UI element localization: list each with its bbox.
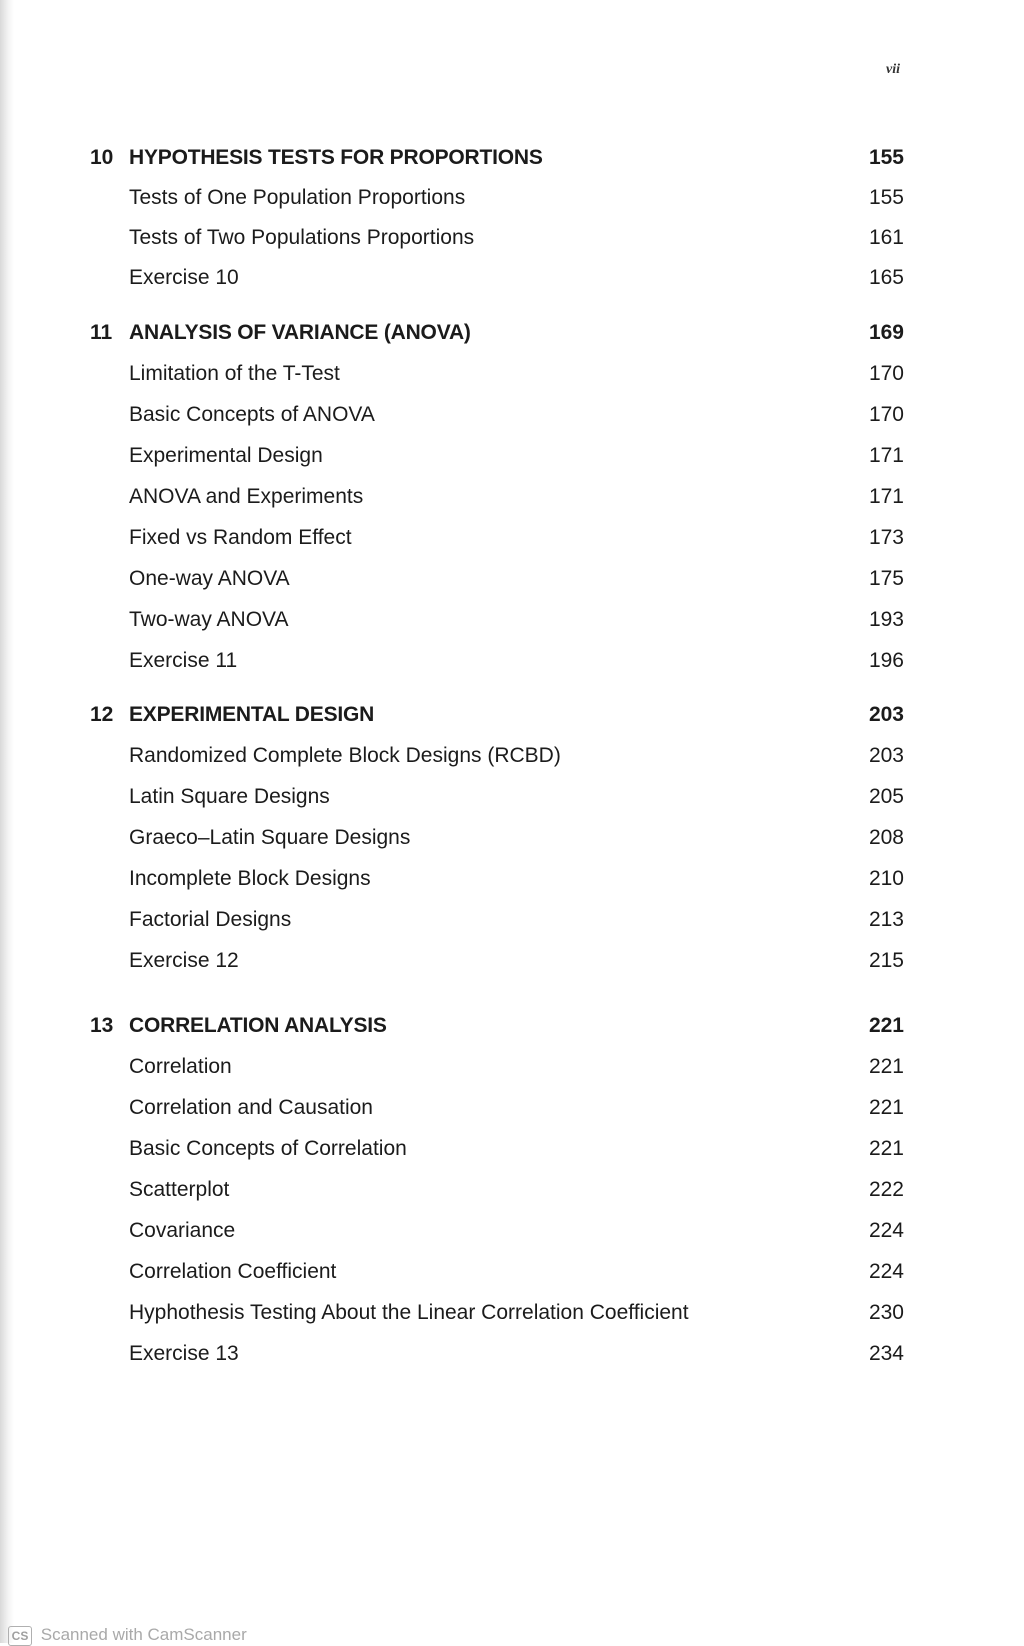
toc-entry-title: Two-way ANOVA	[129, 608, 289, 631]
toc-entry-page: 221	[868, 1137, 904, 1160]
toc-entry-title: Scatterplot	[129, 1178, 230, 1201]
chapter-number: 12	[90, 703, 114, 726]
chapter-page: 203	[868, 703, 904, 726]
toc-entry[interactable]	[0, 864, 1024, 894]
toc-entry-title: Correlation Coefficient	[129, 1260, 337, 1283]
toc-entry-page: 210	[868, 867, 904, 890]
toc-entry-title: Basic Concepts of Correlation	[129, 1137, 407, 1160]
chapter-heading-13[interactable]	[0, 1011, 1024, 1041]
toc-entry-title: Randomized Complete Block Designs (RCBD)	[129, 744, 561, 767]
toc-entry[interactable]	[0, 359, 1024, 389]
toc-entry-title: Exercise 11	[129, 649, 238, 672]
toc-entry-title: ANOVA and Experiments	[129, 485, 364, 508]
toc-entry[interactable]	[0, 1257, 1024, 1287]
chapter-number: 11	[90, 321, 113, 344]
camscanner-logo-icon: CS	[8, 1626, 32, 1646]
toc-entry-page: 221	[868, 1096, 904, 1119]
toc-entry-page: 175	[868, 567, 904, 590]
toc-entry-title: Exercise 12	[129, 949, 239, 972]
toc-entry[interactable]	[0, 1216, 1024, 1246]
toc-entry[interactable]	[0, 946, 1024, 976]
toc-entry[interactable]	[0, 482, 1024, 512]
toc-entry-title: Graeco–Latin Square Designs	[129, 826, 411, 849]
toc-entry-page: 193	[868, 608, 904, 631]
toc-entry-page: 205	[868, 785, 904, 808]
toc-entry-title: Basic Concepts of ANOVA	[129, 403, 375, 426]
toc-entry-page: 224	[868, 1219, 904, 1242]
toc-entry-title: Factorial Designs	[129, 908, 292, 931]
toc-entry[interactable]	[0, 1298, 1024, 1328]
toc-entry-page: 165	[868, 266, 904, 289]
toc-entry-title: Hyphothesis Testing About the Linear Correlation Coefficient	[129, 1301, 689, 1324]
toc-entry[interactable]	[0, 1339, 1024, 1369]
chapter-page: 155	[868, 146, 904, 169]
toc-entry[interactable]	[0, 564, 1024, 594]
toc-entry-title: Covariance	[129, 1219, 236, 1242]
toc-entry-page: 171	[868, 444, 904, 467]
toc-entry-page: 213	[868, 908, 904, 931]
chapter-title: EXPERIMENTAL DESIGN	[129, 703, 375, 726]
toc-entry-title: Latin Square Designs	[129, 785, 330, 808]
chapter-heading-10[interactable]	[0, 143, 1024, 173]
toc-entry[interactable]	[0, 741, 1024, 771]
toc-entry-page: 170	[868, 362, 904, 385]
toc-entry-title: One-way ANOVA	[129, 567, 290, 590]
toc-entry[interactable]	[0, 1175, 1024, 1205]
chapter-number: 10	[90, 146, 114, 169]
toc-entry-page: 170	[868, 403, 904, 426]
toc-entry-page: 221	[868, 1055, 904, 1078]
toc-entry-page: 224	[868, 1260, 904, 1283]
chapter-page: 169	[868, 321, 904, 344]
toc-entry-title: Exercise 13	[129, 1342, 239, 1365]
toc-entry-page: 215	[868, 949, 904, 972]
toc-entry-page: 161	[868, 226, 904, 249]
toc-entry-page: 171	[868, 485, 904, 508]
toc-entry[interactable]	[0, 183, 1024, 213]
toc-entry-page: 222	[868, 1178, 904, 1201]
toc-entry[interactable]	[0, 400, 1024, 430]
toc-entry-title: Correlation	[129, 1055, 232, 1078]
toc-entry[interactable]	[0, 523, 1024, 553]
toc-entry-title: Experimental Design	[129, 444, 323, 467]
toc-entry-page: 203	[868, 744, 904, 767]
toc-entry[interactable]	[0, 263, 1024, 293]
toc-entry-title: Exercise 10	[129, 266, 239, 289]
toc-entry[interactable]	[0, 782, 1024, 812]
chapter-title: ANALYSIS OF VARIANCE (ANOVA)	[129, 321, 471, 344]
toc-entry-title: Limitation of the T-Test	[129, 362, 340, 385]
toc-entry-title: Correlation and Causation	[129, 1096, 373, 1119]
toc-entry[interactable]	[0, 1134, 1024, 1164]
toc-entry-page: 208	[868, 826, 904, 849]
toc-entry-title: Incomplete Block Designs	[129, 867, 371, 890]
chapter-number: 13	[90, 1014, 114, 1037]
toc-entry[interactable]	[0, 905, 1024, 935]
toc-entry-page: 234	[868, 1342, 904, 1365]
chapter-title: CORRELATION ANALYSIS	[129, 1014, 387, 1037]
toc-entry-title: Tests of Two Populations Proportions	[129, 226, 475, 249]
toc-entry-title: Tests of One Population Proportions	[129, 186, 466, 209]
toc-entry-page: 196	[868, 649, 904, 672]
toc-entry[interactable]	[0, 823, 1024, 853]
chapter-heading-11[interactable]	[0, 318, 1024, 348]
toc-entry[interactable]	[0, 1052, 1024, 1082]
chapter-page: 221	[868, 1014, 904, 1037]
toc-entry[interactable]	[0, 1093, 1024, 1123]
watermark-text: Scanned with CamScanner	[40, 1625, 247, 1644]
chapter-heading-12[interactable]	[0, 700, 1024, 730]
chapter-title: HYPOTHESIS TESTS FOR PROPORTIONS	[129, 146, 543, 169]
toc-entry-page: 230	[868, 1301, 904, 1324]
toc-entry[interactable]	[0, 605, 1024, 635]
toc-entry[interactable]	[0, 441, 1024, 471]
toc-entry-page: 173	[868, 526, 904, 549]
page-number: vii	[886, 62, 900, 77]
toc-entry-page: 155	[868, 186, 904, 209]
toc-entry[interactable]	[0, 646, 1024, 676]
toc-entry[interactable]	[0, 223, 1024, 253]
toc-entry-title: Fixed vs Random Effect	[129, 526, 352, 549]
